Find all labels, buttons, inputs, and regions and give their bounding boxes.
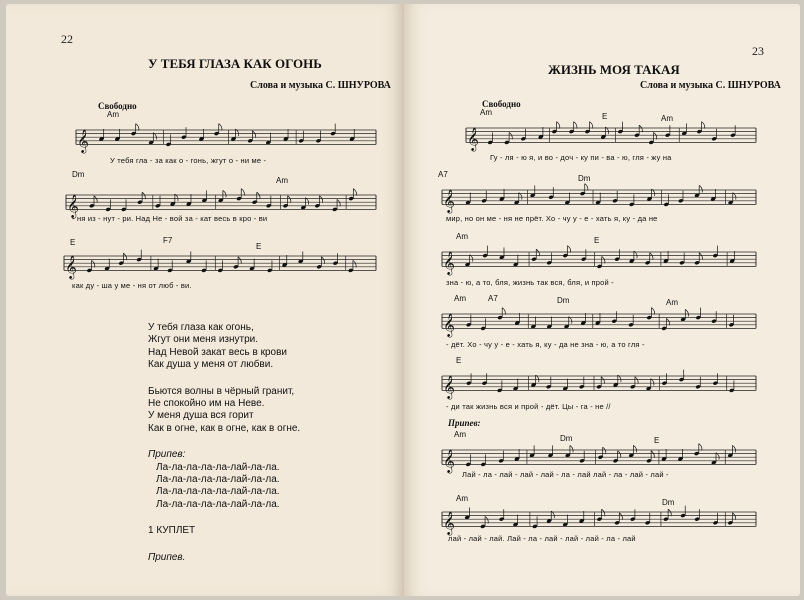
chord-label: F7 [163, 236, 173, 245]
chord-label: E [456, 356, 462, 365]
note-flag [536, 249, 539, 256]
chord-label: Am [107, 110, 119, 119]
chord-label: Am [661, 114, 673, 123]
note-flag [288, 196, 291, 203]
chord-label: Dm [578, 174, 591, 183]
note-flag [651, 451, 654, 458]
chord-label: Am [454, 430, 466, 439]
music-staff [442, 182, 756, 216]
music-staff [442, 306, 756, 340]
stanza-gap [148, 538, 300, 552]
treble-clef-icon: 𝄞 [443, 374, 455, 399]
note-flag [238, 257, 241, 264]
note-flag [574, 122, 577, 129]
chord-label: Am [276, 176, 288, 185]
refrain-line: Ла-ла-ла-ла-ла-лай-ла-ла. [156, 486, 280, 498]
lyrics-line: Гу - ля - ю я, и во - доч - ку пи - ва - ю, гля - жу на [490, 153, 672, 162]
lyrics-line: У тебя гла - за как о - гонь, жгут о - ни ме - [110, 156, 267, 165]
chord-label: E [594, 236, 600, 245]
verse-line: У тебя глаза как огонь, [148, 322, 254, 333]
chord-label: Am [666, 298, 678, 307]
treble-clef-icon: 𝄞 [443, 250, 455, 275]
note-flag [603, 447, 606, 454]
chord-label: Dm [662, 498, 675, 507]
music-staff [76, 122, 376, 156]
song-credit: Слова и музыка С. ШНУРОВА [250, 80, 391, 91]
note-flag [602, 509, 605, 516]
note-flag [252, 131, 255, 138]
couplet-label: 1 КУПЛЕТ [148, 525, 196, 537]
note-flag [618, 451, 621, 458]
chord-label: Am [454, 294, 466, 303]
stanza-gap [148, 511, 300, 525]
note-flag [321, 257, 324, 264]
note-flag [92, 260, 95, 267]
note-flag [651, 308, 654, 315]
chord-label: E [602, 112, 608, 121]
note-flag [732, 513, 735, 520]
stanza-gap [148, 372, 300, 386]
note-flag [568, 246, 571, 253]
note-flag [353, 260, 356, 267]
note-flag [639, 125, 642, 132]
lyrics-line: - ди так жизнь вся и прой - дёт. Цы - га - не // [446, 402, 611, 411]
verse-line: Жгут они меня изнутри. [148, 334, 259, 346]
note-flag [590, 122, 593, 129]
chord-label: E [70, 238, 76, 247]
chord-label: Dm [557, 296, 570, 305]
chord-label: E [256, 242, 262, 251]
refrain-line: Ла-ла-ла-ла-ла-лай-ла-ла. [156, 474, 280, 486]
treble-clef-icon: 𝄞 [443, 188, 455, 213]
note-flag [219, 124, 222, 131]
verse-line: Как душа у меня от любви. [148, 359, 274, 371]
verse-line: Бьются волны в чёрный гранит, [148, 385, 295, 397]
lyrics-line: зна - ю, а то, бля, жизнь так вся, бля, и прой - [446, 278, 614, 287]
note-flag [619, 513, 622, 520]
note-flag [585, 184, 588, 191]
note-flag [602, 256, 605, 263]
note-flag [123, 253, 126, 260]
music-staff [442, 244, 756, 278]
note-flag [732, 445, 735, 452]
note-flag [570, 445, 573, 452]
note-flag [668, 509, 671, 516]
tempo-marking: Свободно [98, 101, 137, 111]
lyrics-line: - ня из - нут - ри. Над Не - вой за - кат весь в кро - ви [72, 214, 268, 223]
note-flag [257, 192, 260, 199]
page-number: 23 [752, 44, 764, 58]
note-flag [485, 516, 488, 523]
note-flag [654, 132, 657, 139]
chord-label: Am [456, 494, 468, 503]
note-flag [353, 189, 356, 196]
lyrics-line: Лай - ла - лай - лай - лай - ла - лай лай - ла - лай - лай - [462, 470, 669, 479]
chord-label: Am [480, 108, 492, 117]
verse-line: Не спокойно им на Неве. [148, 398, 265, 410]
note-flag [635, 377, 638, 384]
refrain-repeat: Припев. [148, 551, 186, 563]
note-flag [666, 318, 669, 325]
music-staff [466, 120, 756, 154]
chord-label: Dm [72, 170, 85, 179]
treble-clef-icon: 𝄞 [443, 448, 455, 473]
treble-clef-icon: 𝄞 [467, 126, 479, 151]
note-flag [94, 196, 97, 203]
note-flag [502, 308, 505, 315]
note-flag [685, 309, 688, 316]
refrain-line: Ла-ла-ла-ла-ла-лай-ла-ла. [156, 498, 280, 510]
chord-label: E [654, 436, 660, 445]
treble-clef-icon: 𝄞 [443, 510, 455, 535]
note-flag [223, 190, 226, 197]
note-flag [633, 445, 636, 452]
treble-clef-icon: 𝄞 [67, 193, 79, 218]
note-flag [702, 122, 705, 129]
note-flag [320, 196, 323, 203]
note-flag [699, 185, 702, 192]
stanza-gap [148, 435, 300, 449]
note-flag [337, 199, 340, 206]
refrain-label: Припев: [148, 449, 186, 461]
music-staff [442, 504, 756, 538]
note-flag [557, 122, 560, 129]
note-flag [601, 377, 604, 384]
chord-label: A7 [438, 170, 448, 179]
right-page [404, 4, 800, 596]
note-flag [136, 124, 139, 131]
lyrics-line: лай - лай - лай. Лай - ла - лай - лай - лай - ла - лай [448, 534, 636, 543]
tempo-marking: Свободно [482, 99, 521, 109]
chord-label: Am [456, 232, 468, 241]
lyrics-line: - дёт. Хо - чу у - е - хать я, ку - да не зна - ю, а то гля - [446, 340, 645, 349]
refrain-line: Ла-ла-ла-ла-ла-лай-ла-ла. [156, 461, 280, 473]
song-title: ЖИЗНЬ МОЯ ТАКАЯ [548, 62, 680, 77]
treble-clef-icon: 𝄞 [77, 128, 89, 153]
song-title: У ТЕБЯ ГЛАЗА КАК ОГОНЬ [148, 56, 322, 71]
music-staff [64, 248, 376, 282]
lyrics-line: мир, но он ме - ня не прёт. Хо - чу у - е - хать я, ку - да не [446, 214, 658, 223]
note-flag [650, 253, 653, 260]
verse-line: Как в огне, как в огне, как в огне. [148, 422, 301, 434]
song-credit: Слова и музыка С. ШНУРОВА [640, 80, 781, 91]
note-flag [509, 132, 512, 139]
note-flag [699, 444, 702, 451]
page-number: 22 [61, 32, 73, 46]
lyrics-verses [148, 322, 300, 564]
verse-line: Над Невой закат весь в крови [148, 346, 287, 358]
note-flag [699, 253, 702, 260]
treble-clef-icon: 𝄞 [443, 312, 455, 337]
verse-line: У меня душа вся горит [148, 410, 254, 422]
note-flag [241, 189, 244, 196]
lyrics-line: как ду - ша у ме - ня от люб - ви. [72, 281, 192, 290]
left-page [6, 4, 404, 596]
note-flag [142, 192, 145, 199]
music-staff [442, 368, 756, 402]
refrain-label: Припев: [448, 418, 481, 428]
treble-clef-icon: 𝄞 [65, 254, 77, 279]
chord-label: A7 [488, 294, 498, 303]
chord-label: Dm [560, 434, 573, 443]
